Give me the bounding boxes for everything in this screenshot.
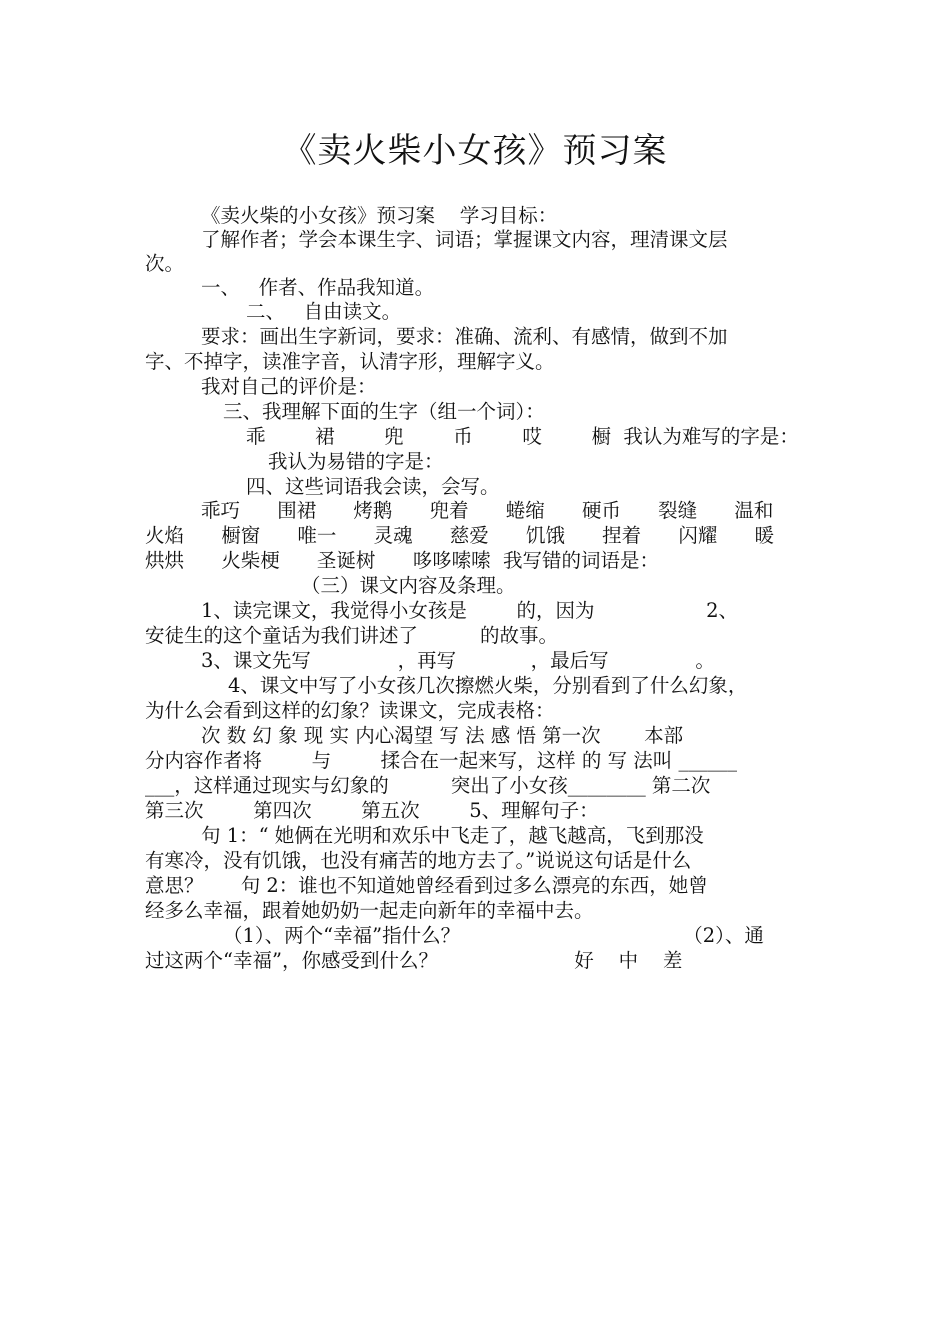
text-line: 要求：画出生字新词，要求：准确、流利、有感情，做到不加 xyxy=(201,325,728,348)
text-line: 过这两个“幸福”，你感受到什么？ 好 中 差 xyxy=(145,949,683,972)
text-line: 意思？ 句 2：谁也不知道她曾经看到过多么漂亮的东西，她曾 xyxy=(145,874,708,897)
text-line: 有寒冷，没有饥饿，也没有痛苦的地方去了。”说说这句话是什么 xyxy=(145,849,692,872)
text-line: 四、这些词语我会读，会写。 xyxy=(246,475,500,498)
text-line: 次。 xyxy=(145,252,185,275)
text-line: 我对自己的评价是： xyxy=(201,375,377,398)
text-line: 烘烘 火柴梗 圣诞树 哆哆嗦嗦 我写错的词语是： xyxy=(145,549,659,572)
text-line: （三）课文内容及条理。 xyxy=(301,574,516,597)
text-line: （1）、两个“幸福”指什么？ （2）、通 xyxy=(223,924,764,947)
text-line: 一、 作者、作品我知道。 xyxy=(201,276,435,299)
text-line: 3、课文先写 ，再写 ，最后写 。 xyxy=(201,649,715,672)
text-line: 4、课文中写了小女孩几次擦燃火柴，分别看到了什么幻象， xyxy=(228,674,748,697)
text-line: 分内容作者将 与 揉合在一起来写，这样 的 写 法叫 ______ xyxy=(145,749,737,772)
text-line: 经多么幸福，跟着她奶奶一起走向新年的幸福中去。 xyxy=(145,899,594,922)
text-line: 二、 自由读文。 xyxy=(246,300,402,323)
text-line: 我认为易错的字是： xyxy=(268,450,444,473)
document-title: 《卖火柴小女孩》预习案 xyxy=(282,131,668,171)
text-line: 火焰 橱窗 唯一 灵魂 慈爱 饥饿 捏着 闪耀 暖 xyxy=(145,524,775,547)
text-line: 第三次 第四次 第五次 5、理解句子： xyxy=(145,799,599,822)
text-line: 为什么会看到这样的幻象？读课文，完成表格： xyxy=(145,699,555,722)
text-line: 三、我理解下面的生字（组一个词）： xyxy=(223,400,545,423)
text-line: 安徒生的这个童话为我们讲述了 的故事。 xyxy=(145,624,558,647)
text-line: 乖 裙 兜 币 哎 橱 我认为难写的字是： xyxy=(246,425,799,448)
text-line: 句 1：“ 她俩在光明和欢乐中飞走了，越飞越高，飞到那没 xyxy=(201,824,704,847)
text-line: 次 数 幻 象 现 实 内心渴望 写 法 感 悟 第一次 本部 xyxy=(201,724,684,747)
text-line: 《卖火柴的小女孩》预习案 学习目标： xyxy=(201,204,558,227)
text-line: 了解作者；学会本课生字、词语；掌握课文内容，理清课文层 xyxy=(201,228,728,251)
text-line: 乖巧 围裙 烤鹅 兜着 蜷缩 硬币 裂缝 温和 xyxy=(201,499,774,522)
text-line: ___，这样通过现实与幻象的 突出了小女孩________ 第二次 xyxy=(145,774,711,797)
text-line: 字、不掉字，读准字音，认清字形，理解字义。 xyxy=(145,350,555,373)
text-line: 1、读完课文，我觉得小女孩是 的，因为 2、 xyxy=(201,599,738,622)
